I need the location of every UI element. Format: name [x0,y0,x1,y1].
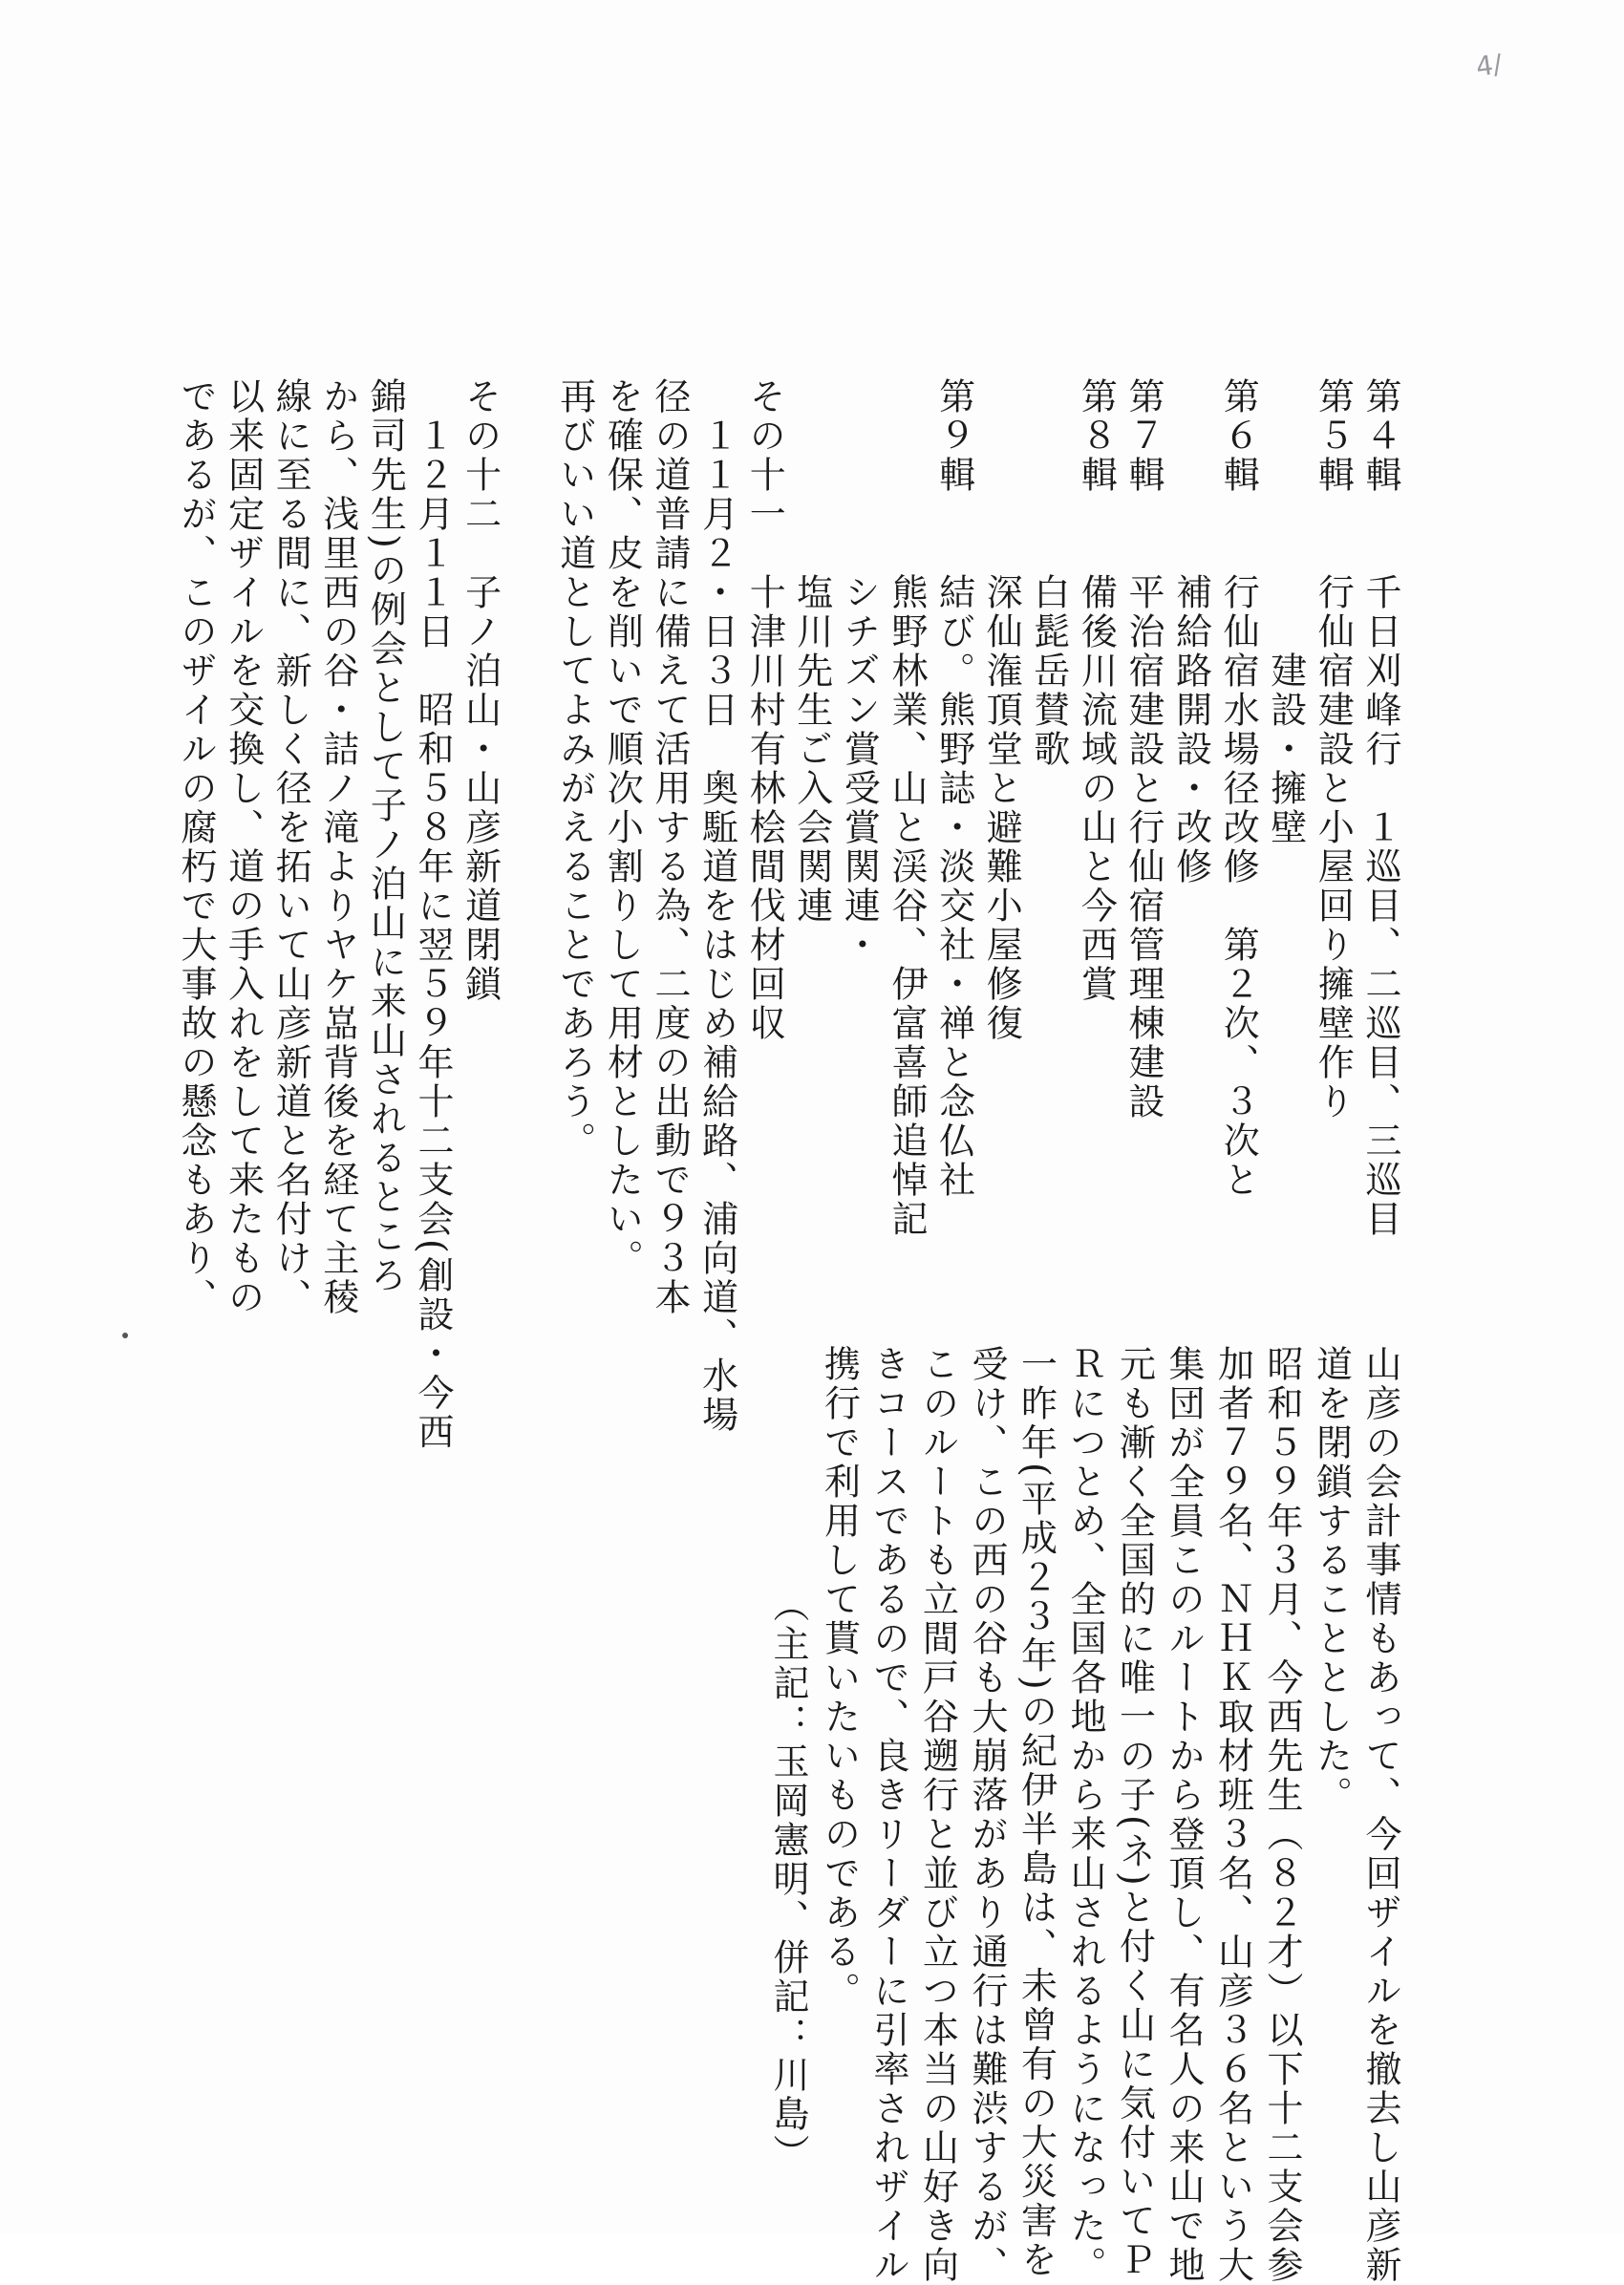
top-text-column: 再びいい道としてよみがえることであろう。 [553,377,596,1161]
top-text-column: 白髭岳賛歌 [1027,377,1070,769]
top-text-column: シチズン賞受賞関連・ [838,377,881,965]
bottom-text-column: 山彦の会計事情もあって、今回ザイルを撤去し山彦新 [1359,1345,1401,2285]
top-text-column: 以来固定ザイルを交換し、道の手入れをして来たもの [222,377,265,1317]
top-text-column: 第８輯 備後川流域の山と今西賞 [1075,377,1118,1004]
top-text-column: から、浅里西の谷・詰ノ滝よりヤケ嵓背後を経て主稜 [316,377,359,1317]
bottom-text-column: 昭和５９年３月、今西先生（８２才）以下十二支会参 [1261,1345,1303,2285]
top-text-column: その十二 子ノ泊山・山彦新道閉鎖 [459,377,502,1004]
top-text-column: 径の道普請に備えて活用する為、二度の出動で９３本 [649,377,691,1317]
top-text-column: 第４輯 千日刈峰行 １巡目、二巡目、三巡目 [1359,377,1401,1239]
top-text-column: １１月２・日３日 奥駈道をはじめ補給路、浦向道、水場 [695,377,738,1435]
bottom-text-column: 携行で利用して貰いたいものである。 [818,1345,861,2011]
top-text-column: 補給路開設・改修 [1169,377,1212,886]
page-number-mark: 4/ [1473,48,1505,83]
top-text-column: 建設・擁壁 [1264,377,1307,847]
bottom-text-column: 集団が全員このルートから登頂し、有名人の来山で地 [1163,1345,1205,2285]
top-text-column: 第９輯 結び。熊野誌・淡交社・禅と念仏社 [932,377,975,1200]
top-text-column: であるが、このザイルの腐朽で大事故の懸念もあり、 [175,377,217,1317]
top-text-column: 第７輯 平治宿建設と行仙宿管理棟建設 [1122,377,1165,1121]
bottom-text-column: 加者７９名、ＮＨＫ取材班３名、山彦３６名という大 [1211,1345,1254,2285]
bottom-text-column: 一昨年(平成２３年)の紀伊半島は、未曾有の大災害を [1015,1345,1058,2280]
top-text-column: 熊野林業、山と渓谷、伊富喜師追悼記 [886,377,928,1239]
top-text-column: 錦司先生)の例会として子ノ泊山に来山されるところ [364,377,407,1295]
bottom-text-column: 道を閉鎖することとした。 [1310,1345,1353,1815]
author-note: （主記：玉岡憲明、併記：川島） [767,1586,809,2173]
top-text-column: １２月１１日 昭和５８年に翌５９年十二支会(創設・今西 [412,377,454,1452]
top-text-column: 第６輯 行仙宿水場径改修 第２次、３次と [1217,377,1260,1200]
bottom-text-column: きコースであるので、良きリーダーに引率されザイル [867,1345,909,2285]
top-text-column: 第５輯 行仙宿建設と小屋回り擁壁作り [1312,377,1355,1121]
stray-dot [122,1333,128,1338]
bottom-text-column: Ｒにつとめ、全国各地から来山されるようになった。 [1064,1345,1106,2285]
top-text-column: を確保、皮を削いで順次小割りして用材としたい。 [601,377,644,1278]
top-text-column: 線に至る間に、新しく径を拓いて山彦新道と名付け、 [269,377,312,1317]
bottom-text-column: 受け、この西の谷も大崩落があり通行は難渋するが、 [966,1345,1008,2285]
top-text-column: その十一 十津川村有林桧間伐材回収 [743,377,786,1043]
top-text-column: 塩川先生ご入会関連 [790,377,833,926]
bottom-text-column: 元も漸く全国的に唯一の子(ネ)と付く山に気付いてＰ [1113,1345,1156,2280]
top-text-column: 深仙潅頂堂と避難小屋修復 [980,377,1023,1043]
bottom-text-column: このルートも立間戸谷遡行と並び立つ本当の山好き向 [916,1345,959,2285]
